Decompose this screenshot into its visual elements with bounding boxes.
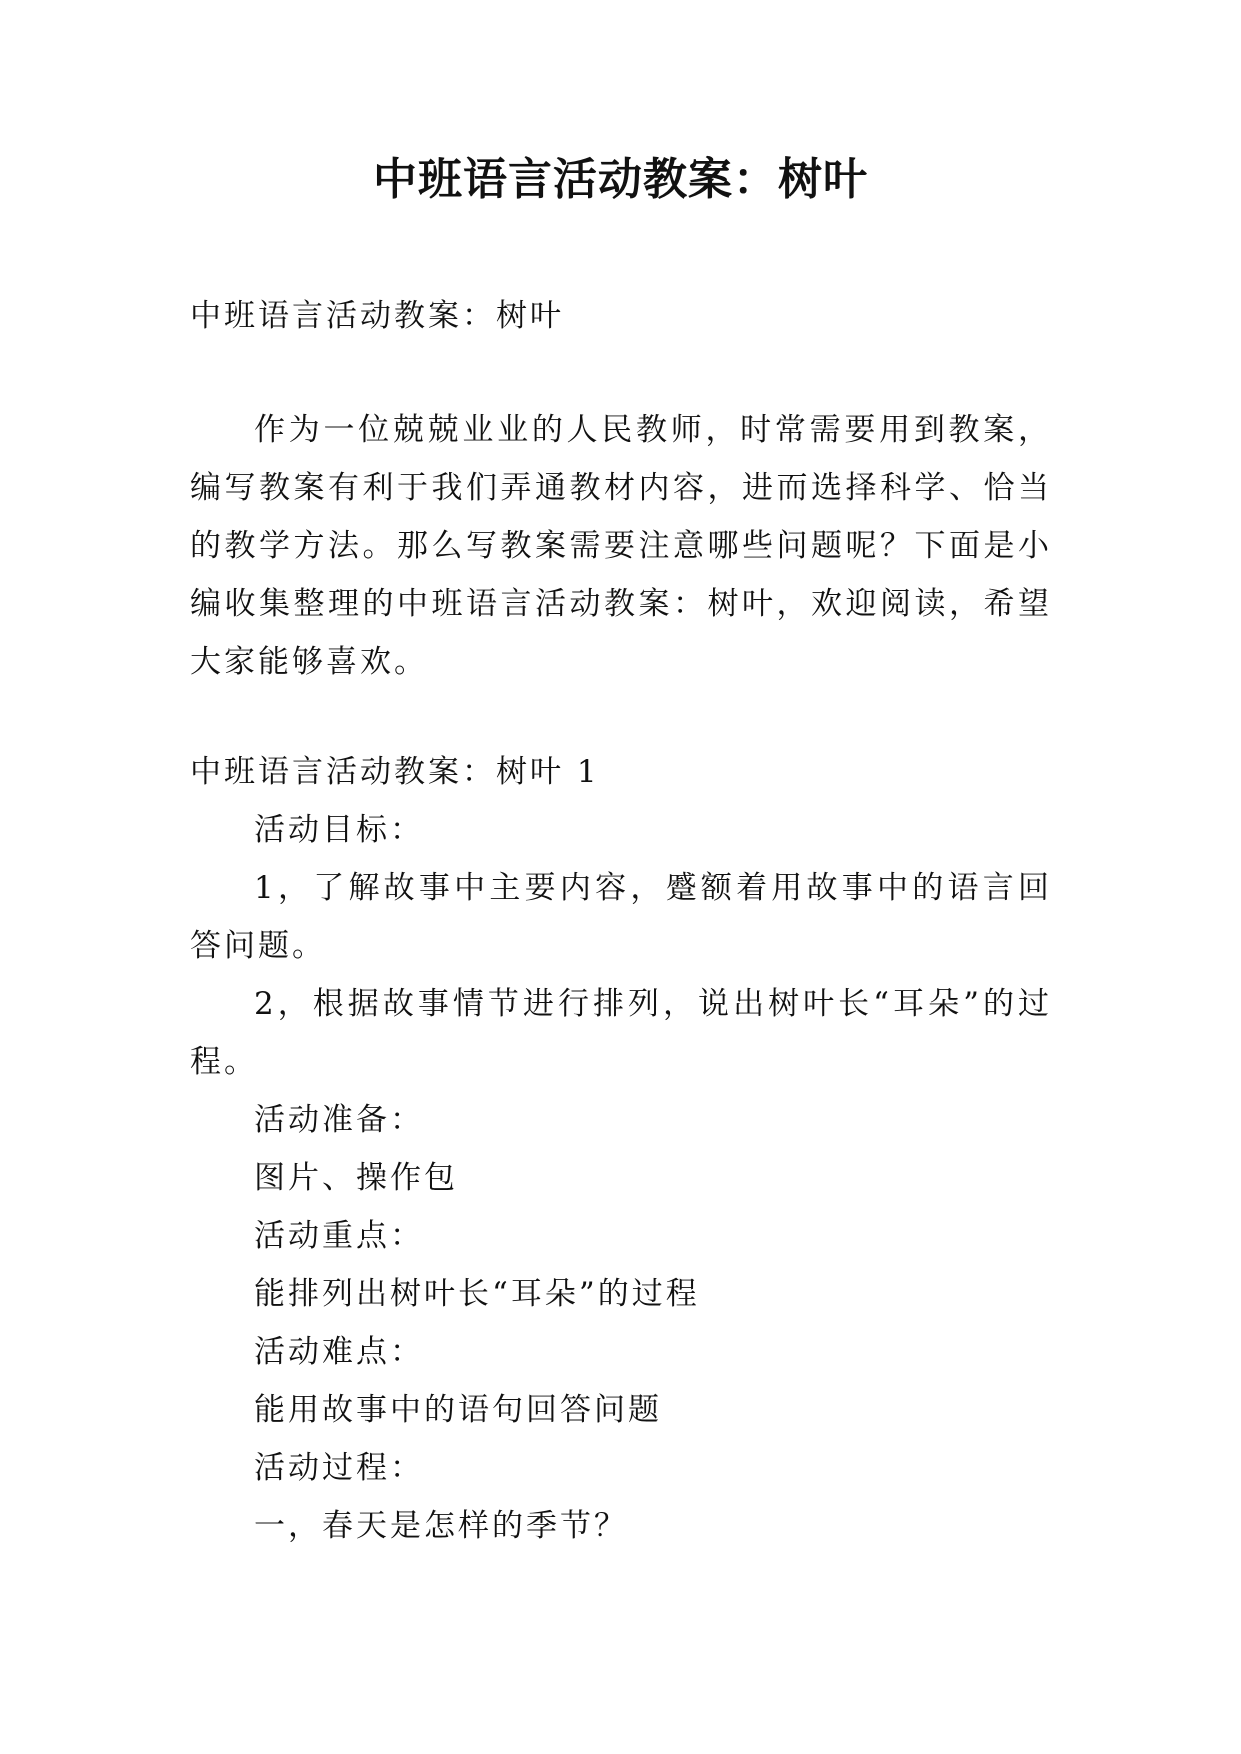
key-text: 能排列出树叶长“耳朵”的过程 bbox=[254, 1276, 700, 1312]
goals-label: 活动目标： bbox=[254, 812, 424, 848]
prep-label: 活动准备： bbox=[254, 1102, 424, 1138]
difficulty-text: 能用故事中的语句回答问题 bbox=[254, 1392, 662, 1428]
process-label: 活动过程： bbox=[254, 1450, 424, 1486]
goal-item-1: 1，了解故事中主要内容，蹙额着用故事中的语言回答问题。 bbox=[190, 870, 1052, 964]
document-subtitle: 中班语言活动教案：树叶 bbox=[190, 298, 564, 334]
difficulty-label: 活动难点： bbox=[254, 1334, 424, 1370]
document-body bbox=[190, 287, 1052, 1555]
document-title: 中班语言活动教案：树叶 bbox=[373, 154, 868, 205]
process-step-1: 一，春天是怎样的季节？ bbox=[254, 1508, 628, 1544]
prep-text: 图片、操作包 bbox=[254, 1160, 458, 1196]
key-label: 活动重点： bbox=[254, 1218, 424, 1254]
goal-item-2: 2，根据故事情节进行排列，说出树叶长“耳朵”的过程。 bbox=[190, 986, 1052, 1080]
section-heading: 中班语言活动教案：树叶 1 bbox=[190, 754, 600, 790]
intro-paragraph: 作为一位兢兢业业的人民教师，时常需要用到教案，编写教案有利于我们弄通教材内容，进而选择科学、恰当的教学方法。那么写教案需要注意哪些问题呢？下面是小编收集整理的中班语言活动教案：树叶，欢迎阅读，希望大家能够喜欢。 bbox=[190, 412, 1052, 680]
